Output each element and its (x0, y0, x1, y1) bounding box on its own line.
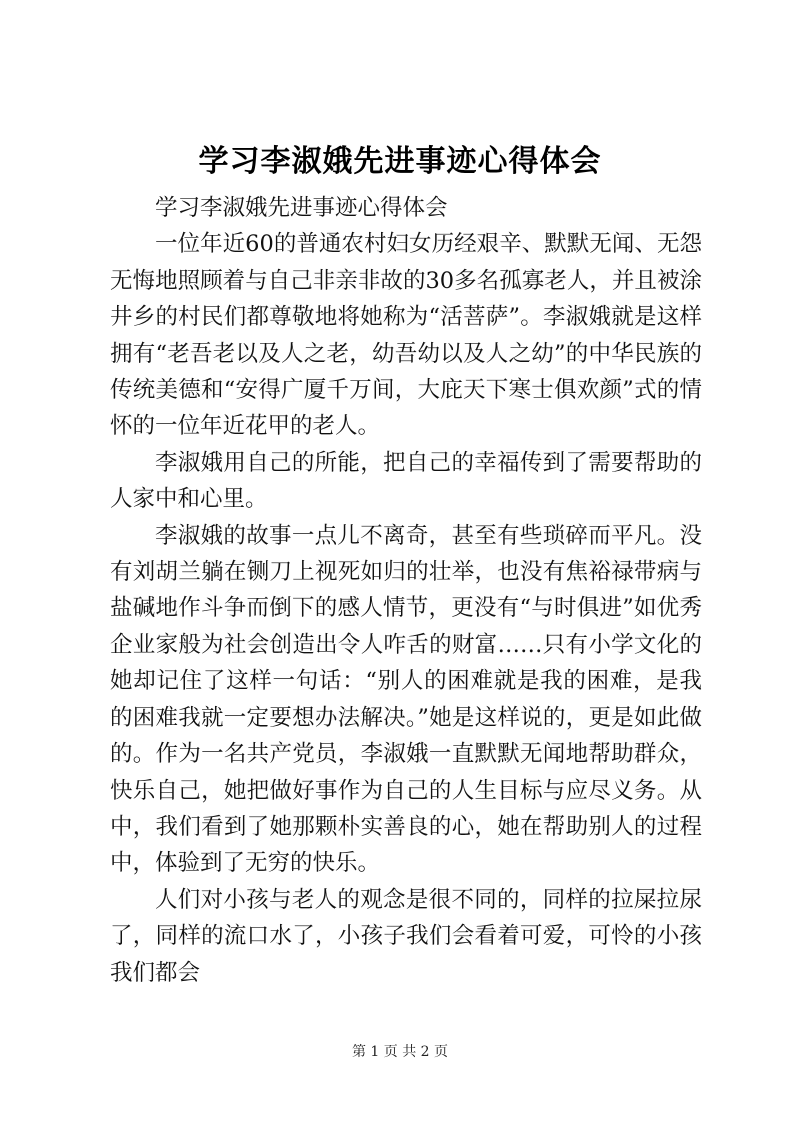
document-title: 学习李淑娥先进事迹心得体会 (198, 144, 602, 179)
paragraph-4: 人们对小孩与老人的观念是很不同的，同样的拉屎拉尿了，同样的流口水了，小孩子我们会看着可爱，可怜的小孩我们都会 (110, 886, 702, 986)
page-footer: 第 1 页 共 2 页 (351, 1044, 449, 1060)
paragraph-3: 李淑娥的故事一点儿不离奇，甚至有些琐碎而平凡。没有刘胡兰躺在铡刀上视死如归的壮举，也没有焦裕禄带病与盐碱地作斗争而倒下的感人情节，更没有“与时俱进”如优秀企业家般为社会创造出令人咋舌的财富……只有小学文化的她却记住了这样一句话：“别人的困难就是我的困难，是我的困难我就一定要想办法解决。”她是这样说的，更是如此做的。作为一名共产党员，李淑娥一直默默无闻地帮助群众，快乐自己，她把做好事作为自己的人生目标与应尽义务。从中，我们看到了她那颗朴实善良的心，她在帮助别人的过程中，体验到了无穷的快乐。 (110, 522, 702, 877)
paragraph-2: 李淑娥用自己的所能，把自己的幸福传到了需要帮助的人家中和心里。 (110, 449, 702, 513)
paragraph-subtitle: 学习李淑娥先进事迹心得体会 (155, 195, 448, 221)
document-body (110, 190, 702, 991)
paragraph-1: 一位年近60的普通农村妇女历经艰辛、默默无闻、无怨无悔地照顾着与自己非亲非故的30多名孤寡老人，并且被涂井乡的村民们都尊敬地将她称为“活菩萨”。李淑娥就是这样拥有“老吾老以及人之老，幼吾幼以及人之幼”的中华民族的传统美德和“安得广厦千万间，大庇天下寒士俱欢颜”式的情怀的一位年近花甲的老人。 (110, 231, 702, 440)
